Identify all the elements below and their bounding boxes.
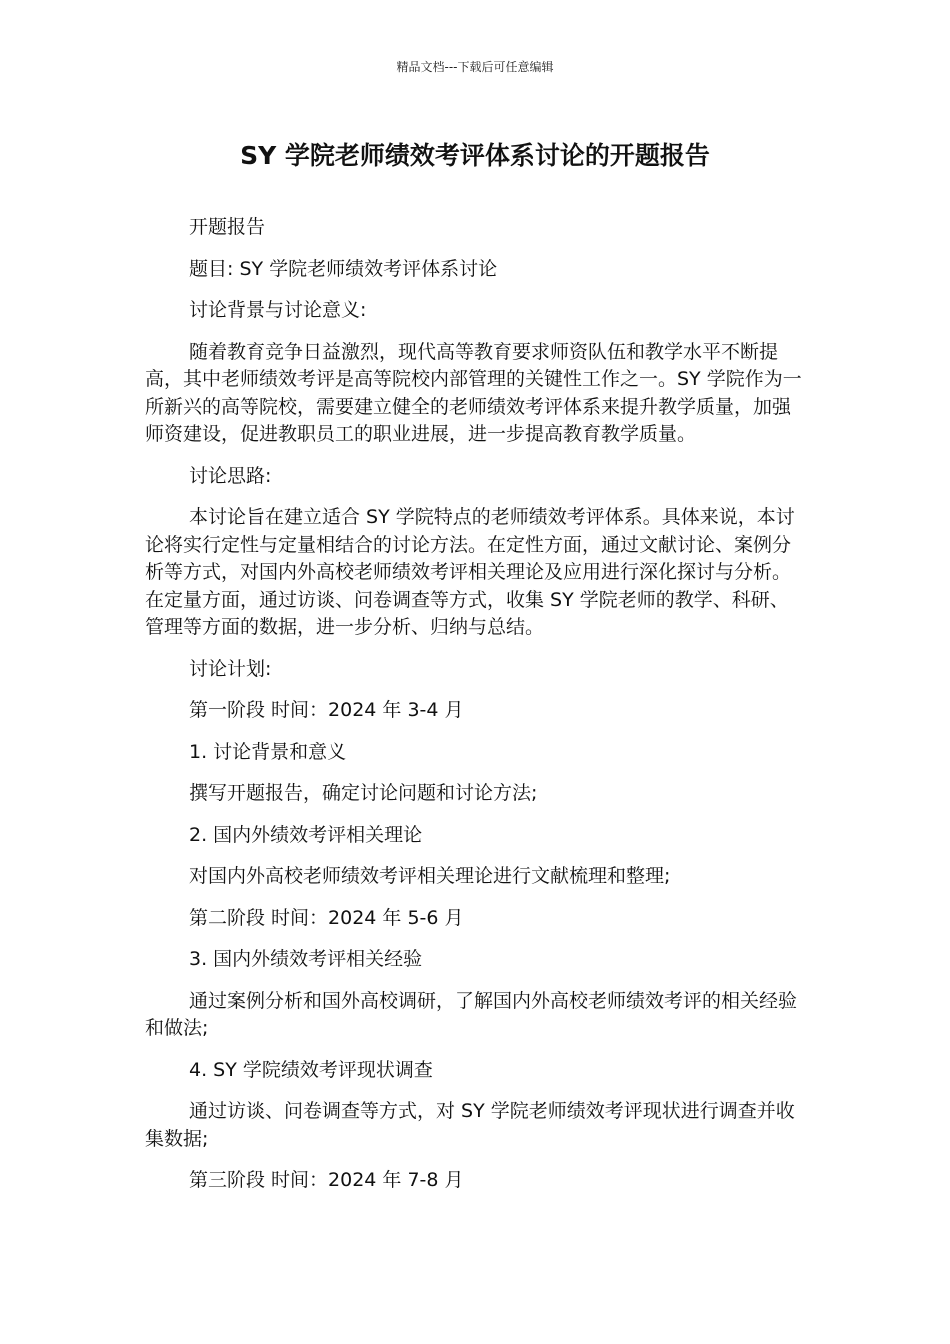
paragraph-approach: 本讨论旨在建立适合 SY 学院特点的老师绩效考评体系。具体来说，本讨论将实行定性与定量相结合的讨论方法。在定性方面，通过文献讨论、案例分析等方式，对国内外高校老师绩效考评相关理论及应用进行深化探讨与分析。在定量方面，通过访谈、问卷调查等方式，收集 SY 学院老师的教学、科研、管理等方面的数据，进一步分析、归纳与总结。 <box>145 506 795 638</box>
page-header: 精品文档---下载后可任意编辑 <box>396 60 554 74</box>
phase-three-heading: 第三阶段 时间：2024 年 7-8 月 <box>189 1169 464 1191</box>
section-heading-approach: 讨论思路: <box>189 464 272 487</box>
document-title: SY 学院老师绩效考评体系讨论的开题报告 <box>240 141 710 170</box>
plan-item-2: 2. 国内外绩效考评相关理论 <box>189 823 423 846</box>
paragraph-background: 随着教育竞争日益激烈，现代高等教育要求师资队伍和教学水平不断提高，其中老师绩效考评是高等院校内部管理的关键性工作之一。SY 学院作为一所新兴的高等院校，需要建立健全的老师绩效考评体系来提升教学质量，加强师资建设，促进教职员工的职业进展，进一步提高教育教学质量。 <box>145 340 802 445</box>
phase-one-heading: 第一阶段 时间：2024 年 3-4 月 <box>189 699 464 721</box>
document-body <box>145 214 805 1195</box>
phase-two-heading: 第二阶段 时间：2024 年 5-6 月 <box>189 906 464 929</box>
topic-line: 题目: SY 学院老师绩效考评体系讨论 <box>189 257 498 280</box>
plan-item-1-detail: 撰写开题报告，确定讨论问题和讨论方法; <box>189 782 538 804</box>
section-heading-plan: 讨论计划: <box>189 657 272 680</box>
plan-item-4-detail: 通过访谈、问卷调查等方式，对 SY 学院老师绩效考评现状进行调查并收集数据; <box>145 1100 795 1150</box>
plan-item-2-detail: 对国内外高校老师绩效考评相关理论进行文献梳理和整理; <box>189 865 671 887</box>
plan-item-1: 1. 讨论背景和意义 <box>189 740 347 763</box>
plan-item-4: 4. SY 学院绩效考评现状调查 <box>189 1058 433 1081</box>
section-heading-background: 讨论背景与讨论意义: <box>189 299 367 321</box>
section-label-report: 开题报告 <box>189 216 266 238</box>
plan-item-3: 3. 国内外绩效考评相关经验 <box>189 948 423 970</box>
plan-item-3-detail: 通过案例分析和国外高校调研，了解国内外高校老师绩效考评的相关经验和做法; <box>145 989 798 1039</box>
